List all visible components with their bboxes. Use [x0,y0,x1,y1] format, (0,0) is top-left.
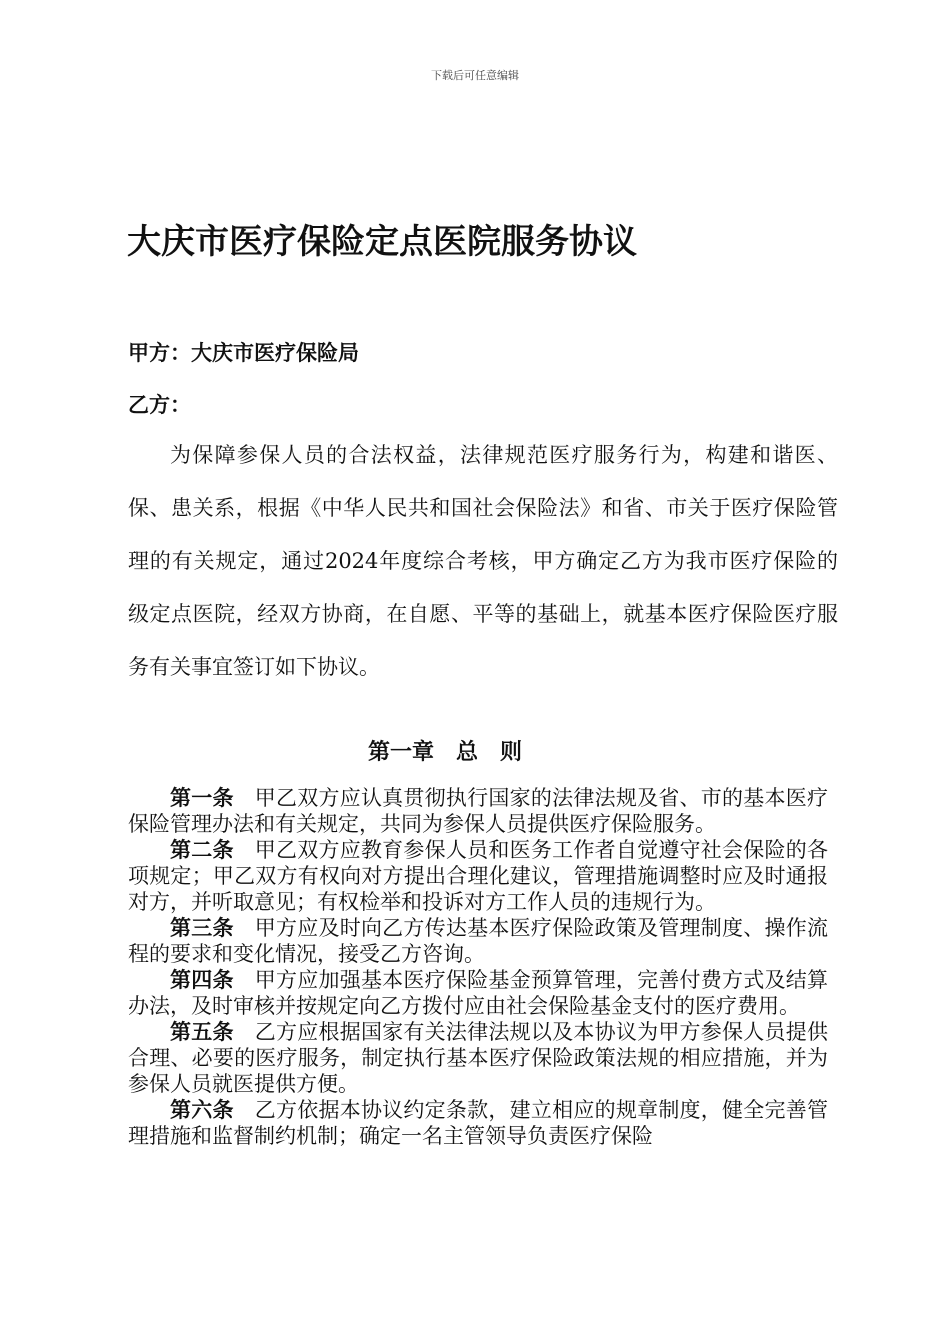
article-text: 甲方应及时向乙方传达基本医疗保险政策及管理制度、操作流程的要求和变化情况，接受乙方咨询。 [128,916,829,966]
article-3 [128,915,828,967]
article-6 [128,1097,828,1149]
article-text: 甲乙双方应认真贯彻执行国家的法律法规及省、市的基本医疗保险管理办法和有关规定，共同为参保人员提供医疗保险服务。 [128,786,829,836]
article-text: 乙方依据本协议约定条款，建立相应的规章制度，健全完善管理措施和监督制约机制；确定一名主管领导负责医疗保险 [128,1098,829,1148]
article-4 [128,967,828,1019]
article-text: 甲乙双方应教育参保人员和医务工作者自觉遵守社会保险的各项规定；甲乙双方有权向对方提出合理化建议，管理措施调整时应及时通报对方，并听取意见；有权检举和投诉对方工作人员的违规行为。 [128,838,829,914]
party-b: 乙方： [128,392,191,417]
articles-list [128,785,828,1149]
chapter-title: 第一章 总 则 [367,739,522,765]
article-number: 第四条 [170,967,234,992]
article-number: 第二条 [170,837,234,862]
article-text: 乙方应根据国家有关法律法规以及本协议为甲方参保人员提供合理、必要的医疗服务，制定执行基本医疗保险政策法规的相应措施，并为参保人员就医提供方便。 [128,1020,829,1096]
article-number: 第一条 [170,785,234,810]
party-a: 甲方：大庆市医疗保险局 [128,340,359,365]
article-2 [128,837,828,915]
preamble-paragraph: 为保障参保人员的合法权益，法律规范医疗服务行为，构建和谐医、保、患关系，根据《中华人民共和国社会保险法》和省、市关于医疗保险管理的有关规定，通过2024年度综合考核，甲方确定乙方为我市医疗保险的 级定点医院，经双方协商，在自愿、平等的基础上，就基本医疗保险医疗服务有关事宜签订如下协议。 [128,443,880,679]
article-text: 甲方应加强基本医疗保险基金预算管理，完善付费方式及结算办法，及时审核并按规定向乙方拨付应由社会保险基金支付的医疗费用。 [128,968,829,1018]
article-number: 第三条 [170,915,234,940]
article-5 [128,1019,828,1097]
article-1 [128,785,828,837]
document-title: 大庆市医疗保险定点医院服务协议 [127,222,637,262]
header-note: 下载后可任意编辑 [431,69,519,82]
article-number: 第五条 [170,1019,234,1044]
article-number: 第六条 [170,1097,234,1122]
